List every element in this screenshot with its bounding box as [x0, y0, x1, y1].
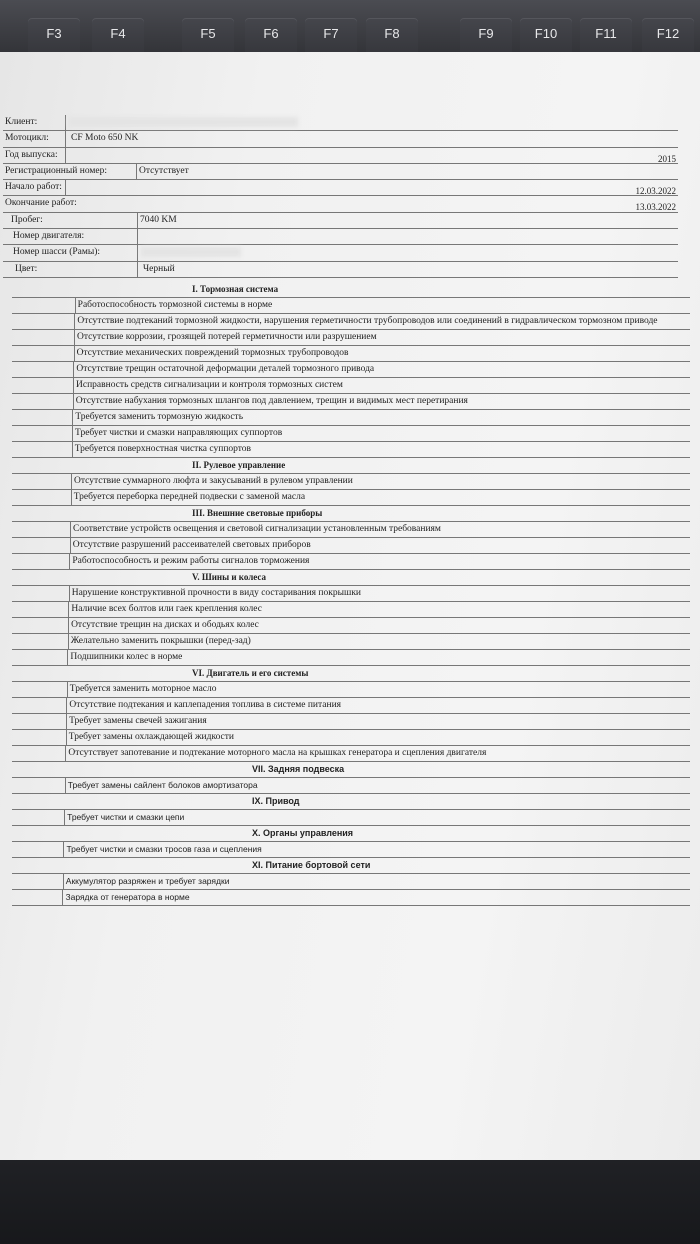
- checklist-item-text: Аккумулятор разряжен и требует зарядки: [65, 876, 230, 886]
- key-f11: F11: [580, 18, 632, 58]
- checklist-item-text: Отсутствие подтекания и каплепадения топлива в системе питания: [69, 700, 342, 710]
- reg-label: Регистрационный номер:: [5, 165, 108, 176]
- checklist-item-text: Отсутствует запотевание и подтекание моторного масла на крышках генератора и сцепления двигателя: [68, 748, 487, 758]
- checklist-item-text: Отсутствие трещин на дисках и ободьях колес: [71, 620, 259, 630]
- color-row: [3, 262, 678, 278]
- column-divider: [69, 554, 70, 569]
- vehicle-info-table: [3, 115, 678, 278]
- column-divider: [65, 180, 66, 195]
- key-f10: F10: [520, 18, 572, 58]
- section-heading: II. Рулевое управление: [12, 458, 690, 474]
- year-row: [3, 148, 678, 164]
- column-divider: [74, 330, 75, 345]
- checklist-item: [12, 890, 690, 906]
- start-value: 12.03.2022: [635, 186, 676, 197]
- checklist-item-text: Требует чистки и смазки цепи: [67, 812, 185, 822]
- checklist-item-text: Требует чистки и смазки направляющих суппортов: [75, 428, 283, 438]
- inspection-checklist: [0, 282, 690, 906]
- checklist-item: [12, 330, 690, 346]
- column-divider: [74, 346, 75, 361]
- checklist-item-text: Отсутствие механических повреждений тормозных трубопроводов: [76, 348, 349, 358]
- checklist-item-text: Требует замены охлаждающей жидкости: [68, 732, 235, 742]
- column-divider: [72, 426, 73, 441]
- checklist-item-text: Требуется переборка передней подвески с заменой масла: [73, 492, 306, 502]
- redacted-client-name: [68, 117, 298, 127]
- column-divider: [136, 164, 137, 179]
- checklist-item-text: Работоспособность и режим работы сигналов торможения: [72, 556, 310, 566]
- column-divider: [65, 746, 66, 761]
- column-divider: [73, 394, 74, 409]
- checklist-item: [12, 778, 690, 794]
- checklist-item: [12, 426, 690, 442]
- checklist-item: [12, 298, 690, 314]
- moto-value: CF Moto 650 NK: [71, 133, 139, 144]
- end-value: 13.03.2022: [635, 202, 676, 213]
- checklist-item: [12, 394, 690, 410]
- chassis-label: Номер шасси (Рамы):: [13, 247, 101, 258]
- start-row: [3, 180, 678, 196]
- checklist-item: [12, 314, 690, 330]
- key-f4: F4: [92, 18, 144, 58]
- checklist-item: [12, 602, 690, 618]
- checklist-item: [12, 442, 690, 458]
- checklist-item: [12, 362, 690, 378]
- checklist-item-text: Требуется заменить моторное масло: [69, 684, 217, 694]
- column-divider: [67, 682, 68, 697]
- checklist-item: [12, 810, 690, 826]
- checklist-item-text: Работоспособность тормозной системы в норме: [77, 300, 273, 310]
- checklist-item-text: Требует замены свечей зажигания: [69, 716, 207, 726]
- color-value: Черный: [143, 263, 175, 274]
- column-divider: [70, 522, 71, 537]
- reg-value: Отсутствует: [139, 165, 189, 176]
- column-divider: [65, 778, 66, 793]
- year-value: 2015: [658, 153, 676, 164]
- column-divider: [70, 538, 71, 553]
- column-divider: [68, 618, 69, 633]
- column-divider: [74, 314, 75, 329]
- checklist-item: [12, 618, 690, 634]
- checklist-item-text: Требует чистки и смазки тросов газа и сцепления: [66, 844, 262, 854]
- column-divider: [65, 148, 66, 163]
- moto-row: [3, 131, 678, 147]
- checklist-item-text: Отсутствие подтеканий тормозной жидкости, нарушения герметичности трубопроводов или соединений в гидравлическом тормозном приводе: [77, 316, 658, 326]
- column-divider: [65, 131, 66, 146]
- column-divider: [72, 442, 73, 457]
- checklist-item-text: Исправность средств сигнализации и контроля тормозных систем: [76, 380, 343, 390]
- column-divider: [66, 714, 67, 729]
- key-f5: F5: [182, 18, 234, 58]
- checklist-item: [12, 730, 690, 746]
- checklist-item-text: Требуется заменить тормозную жидкость: [75, 412, 244, 422]
- column-divider: [73, 362, 74, 377]
- mileage-value: 7040 KM: [140, 214, 177, 225]
- checklist-item-text: Отсутствие суммарного люфта и закусываний в рулевом управлении: [74, 476, 353, 486]
- engine-row: [3, 229, 678, 245]
- key-f8: F8: [366, 18, 418, 58]
- key-f6: F6: [245, 18, 297, 58]
- column-divider: [137, 262, 138, 277]
- column-divider: [137, 213, 138, 228]
- end-label: Окончание работ:: [5, 198, 77, 209]
- key-f3: F3: [28, 18, 80, 58]
- checklist-item: [12, 874, 690, 890]
- checklist-item: [12, 522, 690, 538]
- year-label: Год выпуска:: [5, 149, 58, 160]
- column-divider: [67, 650, 68, 665]
- column-divider: [72, 410, 73, 425]
- column-divider: [69, 586, 70, 601]
- checklist-item-text: Отсутствие коррозии, грозящей потерей герметичности или разрушением: [77, 332, 377, 342]
- column-divider: [68, 634, 69, 649]
- column-divider: [71, 474, 72, 489]
- checklist-item: [12, 410, 690, 426]
- section-heading: III. Внешние световые приборы: [12, 506, 690, 522]
- section-heading: VI. Двигатель и его системы: [12, 666, 690, 682]
- checklist-item: [12, 346, 690, 362]
- checklist-item: [12, 538, 690, 554]
- key-f7: F7: [305, 18, 357, 58]
- checklist-item: [12, 490, 690, 506]
- column-divider: [75, 298, 76, 313]
- checklist-item-text: Подшипники колес в норме: [70, 652, 183, 662]
- checklist-item: [12, 682, 690, 698]
- checklist-item-text: Соответствие устройств освещения и световой сигнализации установленным требованиям: [73, 524, 441, 534]
- column-divider: [65, 115, 66, 130]
- checklist-item-text: Желательно заменить покрышки (перед-зад): [70, 636, 251, 646]
- checklist-item-text: Отсутствие трещин остаточной деформации деталей тормозного привода: [76, 364, 375, 374]
- section-heading: I. Тормозная система: [12, 282, 690, 298]
- column-divider: [63, 842, 64, 857]
- checklist-item-text: Нарушение конструктивной прочности в виду состаривания покрышки: [71, 588, 362, 598]
- column-divider: [73, 378, 74, 393]
- redacted-chassis-number: [141, 247, 241, 257]
- checklist-item-text: Зарядка от генератора в норме: [65, 892, 190, 902]
- column-divider: [66, 730, 67, 745]
- column-divider: [66, 698, 67, 713]
- chassis-row: [3, 245, 678, 261]
- start-label: Начало работ:: [5, 182, 62, 193]
- checklist-item: [12, 634, 690, 650]
- column-divider: [137, 229, 138, 244]
- checklist-item: [12, 714, 690, 730]
- reg-row: [3, 164, 678, 180]
- checklist-item-text: Требуется поверхностная чистка суппортов: [74, 444, 252, 454]
- client-row: [3, 115, 678, 131]
- end-row: [3, 196, 678, 212]
- checklist-item: [12, 698, 690, 714]
- checklist-item: [12, 474, 690, 490]
- column-divider: [68, 602, 69, 617]
- checklist-item-text: Отсутствие разрушений рассеивателей световых приборов: [72, 540, 311, 550]
- checklist-item: [12, 378, 690, 394]
- column-divider: [71, 490, 72, 505]
- section-heading: VII. Задняя подвеска: [12, 762, 690, 778]
- key-f9: F9: [460, 18, 512, 58]
- engine-label: Номер двигателя:: [13, 231, 85, 242]
- column-divider: [64, 810, 65, 825]
- checklist-item: [12, 554, 690, 570]
- color-label: Цвет:: [15, 263, 38, 274]
- checklist-item: [12, 842, 690, 858]
- mileage-label: Пробег:: [11, 214, 43, 225]
- checklist-item-text: Требует замены сайлент болоков амортизатора: [67, 780, 258, 790]
- checklist-item: [12, 746, 690, 762]
- column-divider: [137, 245, 138, 260]
- client-label: Клиент:: [5, 117, 38, 127]
- column-divider: [62, 890, 63, 905]
- checklist-item-text: Отсутствие набухания тормозных шлангов под давлением, трещин и видимых мест перетирания: [75, 396, 468, 406]
- section-heading: XI. Питание бортовой сети: [12, 858, 690, 874]
- checklist-item: [12, 650, 690, 666]
- checklist-item: [12, 586, 690, 602]
- checklist-item-text: Наличие всех болтов или гаек крепления колес: [71, 604, 262, 614]
- section-heading: IX. Привод: [12, 794, 690, 810]
- section-heading: V. Шины и колеса: [12, 570, 690, 586]
- key-f12: F12: [642, 18, 694, 58]
- moto-label: Мотоцикл:: [5, 133, 49, 144]
- mileage-row: [3, 213, 678, 229]
- column-divider: [63, 874, 64, 889]
- section-heading: X. Органы управления: [12, 826, 690, 842]
- desk-surface: [0, 1160, 700, 1244]
